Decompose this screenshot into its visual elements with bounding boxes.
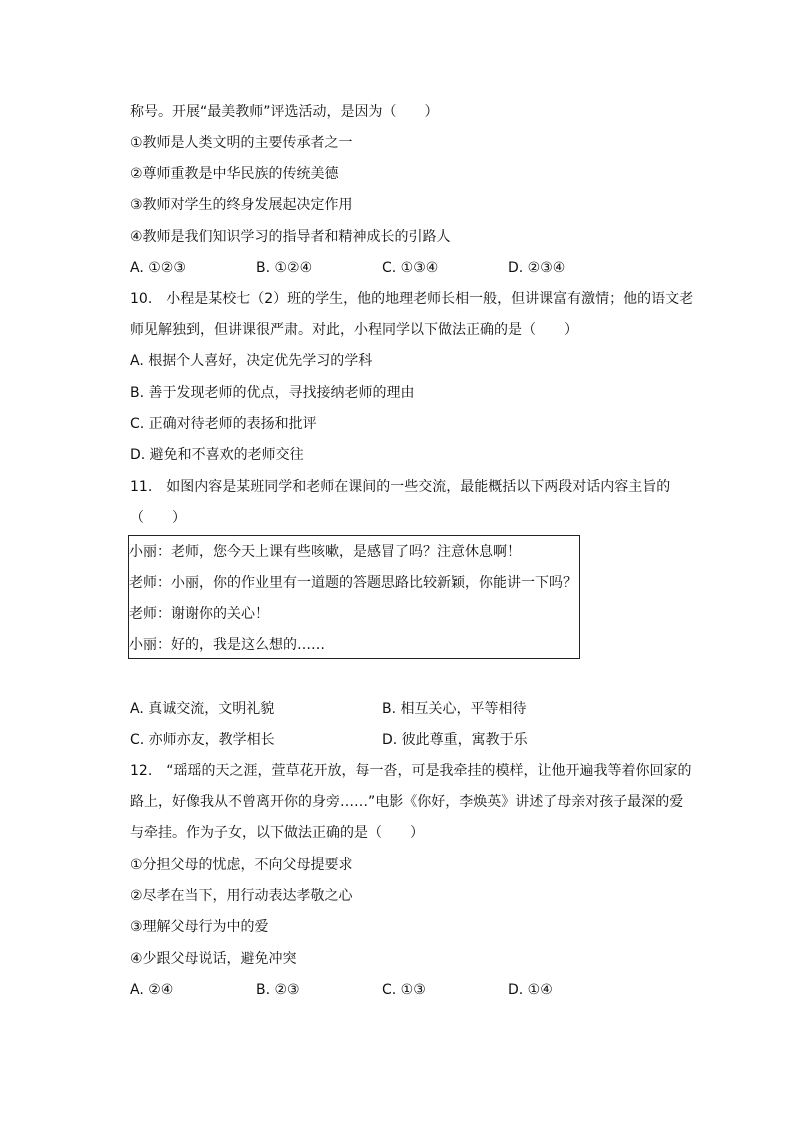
q12-option-a[interactable]: A. ②④ [130,982,174,998]
q12-stem-line-1: 12. “瑶瑶的天之涯，萱草花开放，每一沓，可是我牵挂的模样，让他开遍我等着你回家的 [130,763,692,779]
q11-stem-line-2: （ ） [130,510,186,526]
q9-statement-2: ②尊师重教是中华民族的传统美德 [130,166,339,182]
q11-dialogue-box [128,535,580,659]
q9-option-b[interactable]: B. ①②④ [256,260,313,276]
q9-statement-4: ④教师是我们知识学习的指导者和精神成长的引路人 [130,229,451,245]
q12-option-d[interactable]: D. ①④ [508,982,553,998]
q12-stem-line-2: 路上，好像我从不曾离开你的身旁……”电影《你好，李焕英》讲述了母亲对孩子最深的爱 [130,794,684,810]
q10-option-c[interactable]: C. 正确对待老师的表扬和批评 [130,416,317,432]
q12-option-c[interactable]: C. ①③ [382,982,426,998]
q12-statement-2: ②尽孝在当下，用行动表达孝敬之心 [130,888,353,904]
q9-option-c[interactable]: C. ①③④ [382,260,439,276]
q12-statement-1: ①分担父母的忧虑，不向父母提要求 [130,857,353,873]
q11-dialogue-line-2: 老师：小丽，你的作业里有一道题的答题思路比较新颖，你能讲一下吗？ [129,575,577,591]
q9-option-d[interactable]: D. ②③④ [508,260,566,276]
q11-option-c[interactable]: C. 亦师亦友，教学相长 [130,732,275,748]
q10-option-a[interactable]: A. 根据个人喜好，决定优先学习的学科 [130,353,373,369]
q9-statement-1: ①教师是人类文明的主要传承者之一 [130,135,353,151]
q11-stem-line-1: 11. 如图内容是某班同学和老师在课间的一些交流，最能概括以下两段对话内容主旨的 [130,479,671,495]
q12-stem-line-3: 与牵挂。作为子女，以下做法正确的是（ ） [130,825,424,841]
q11-option-b[interactable]: B. 相互关心，平等相待 [382,701,527,717]
q10-stem-line-1: 10. 小程是某校七（2）班的学生，他的地理老师长相一般，但讲课富有激情；他的语文老 [130,291,694,307]
q9-stem-continuation: 称号。开展“最美教师”评选活动，是因为（ ） [130,104,439,120]
q10-option-b[interactable]: B. 善于发现老师的优点，寻找接纳老师的理由 [130,385,415,401]
q12-option-b[interactable]: B. ②③ [256,982,300,998]
q11-dialogue-line-3: 老师：谢谢你的关心！ [129,606,269,622]
q11-dialogue-line-4: 小丽：好的，我是这么想的…… [129,637,325,653]
q11-option-a[interactable]: A. 真诚交流，文明礼貌 [130,701,275,717]
q9-option-a[interactable]: A. ①②③ [130,260,186,276]
q12-statement-3: ③理解父母行为中的爱 [130,919,269,935]
q11-dialogue-line-1: 小丽：老师，您今天上课有些咳嗽，是感冒了吗？注意休息啊！ [129,544,521,560]
q10-stem-line-2: 师见解独到，但讲课很严肃。对此，小程同学以下做法正确的是（ ） [130,322,578,338]
q10-option-d[interactable]: D. 避免和不喜欢的老师交往 [130,447,304,463]
q12-statement-4: ④少跟父母说话，避免冲突 [130,951,297,967]
q11-option-d[interactable]: D. 彼此尊重，寓教于乐 [382,732,528,748]
q9-statement-3: ③教师对学生的终身发展起决定作用 [130,197,353,213]
